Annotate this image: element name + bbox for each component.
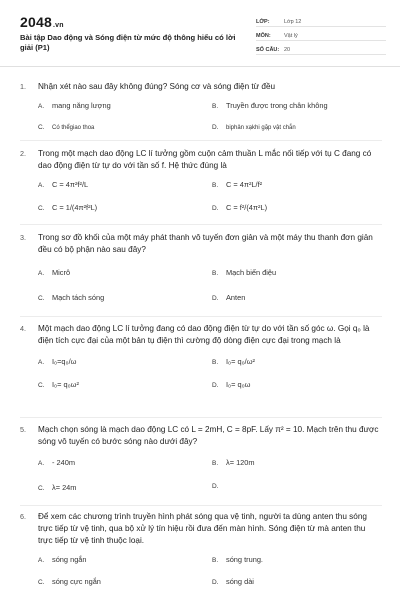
option-b[interactable] (212, 268, 386, 277)
option-text: sóng ngắn (52, 555, 87, 564)
option-b[interactable] (212, 357, 386, 366)
option-letter: B. (212, 103, 219, 110)
site-logo[interactable] (20, 14, 64, 30)
option-letter: D. (212, 124, 219, 131)
meta-subject-label: MÔN: (256, 33, 271, 39)
option-letter: D. (212, 579, 219, 586)
option-a[interactable] (38, 458, 212, 467)
question-separator (20, 140, 382, 141)
option-letter: D. (212, 295, 219, 302)
option-d[interactable] (212, 124, 386, 131)
question-number: 5. (20, 425, 26, 434)
meta-subject-value: Vật lý (284, 33, 298, 39)
option-text: I₀= q₀ω (226, 380, 251, 389)
option-d[interactable] (212, 380, 386, 389)
question-separator (20, 224, 382, 225)
option-text: I₀= q₀ω² (52, 380, 79, 389)
question-number: 6. (20, 512, 26, 521)
option-letter: B. (212, 270, 219, 277)
document-meta (256, 14, 386, 56)
option-text: Anten (226, 293, 246, 302)
option-letter: C. (38, 205, 45, 212)
question-6-head (20, 511, 382, 547)
question-4-options (38, 357, 382, 389)
option-letter: D. (212, 382, 219, 389)
option-text: λ= 24m (52, 483, 77, 492)
question-5-head (20, 424, 382, 448)
meta-count-value: 20 (284, 47, 291, 53)
question-text: Mạch chọn sóng là mạch dao động LC có L = 2mH, C = 8pF. Lấy π² = 10. Mạch trên thu được sóng vô tuyến có bước sóng nào dưới đây? (38, 425, 379, 446)
option-letter: C. (38, 124, 45, 131)
question-separator (20, 417, 382, 418)
option-a[interactable] (38, 555, 212, 564)
option-text: Có thểgiao thoa (52, 125, 95, 131)
option-d[interactable] (212, 577, 386, 586)
logo-text: 2048 (20, 14, 52, 30)
option-letter: B. (212, 460, 219, 467)
question-4-head (20, 323, 382, 347)
option-a[interactable] (38, 268, 212, 277)
option-text: λ= 120m (226, 458, 255, 467)
question-separator (20, 505, 382, 506)
option-text: C = 1/(4π²f²L) (52, 203, 98, 212)
option-text: I₀= q₀/ω² (226, 357, 255, 366)
option-letter: C. (38, 295, 45, 302)
option-text: C = 4π²L/f² (226, 180, 263, 189)
question-number: 3. (20, 233, 26, 242)
question-3-head (20, 232, 382, 256)
meta-count-label: SỐ CÂU: (256, 47, 280, 53)
option-text: I₀=q₀/ω (52, 357, 77, 366)
question-text: Để xem các chương trình truyền hình phát sóng qua vệ tinh, người ta dùng anten thu sóng trực tiếp từ vệ tinh, qua bộ xử lý tín hiệu rồi đưa đến màn hình. Sóng điện từ mà anten thu trực tiếp từ vệ tinh thuộc loại. (38, 512, 367, 545)
option-b[interactable] (212, 180, 386, 189)
question-number: 2. (20, 149, 26, 158)
option-text: sóng cực ngắn (52, 577, 101, 586)
question-text: Một mạch dao động LC lí tưởng đang có dao động điện từ tự do với tần số góc ω. Gọi q₀ là điện tích cực đại của một bản tụ điện thì cường độ dòng điện cực đại trong mạch là (38, 324, 370, 345)
option-a[interactable] (38, 101, 212, 110)
option-letter: A. (38, 460, 45, 467)
option-letter: C. (38, 579, 45, 586)
option-c[interactable] (38, 483, 212, 492)
option-letter: B. (212, 182, 219, 189)
option-text: Mạch biến điệu (226, 268, 277, 277)
question-1-options (38, 101, 382, 131)
meta-grade (256, 14, 386, 27)
meta-count (256, 42, 386, 55)
option-letter: A. (38, 182, 45, 189)
option-text: C = 4π²f²/L (52, 180, 89, 189)
option-text: Micrô (52, 268, 71, 277)
option-c[interactable] (38, 293, 212, 302)
logo-suffix: .vn (52, 22, 64, 29)
question-3 (20, 232, 382, 302)
option-text: Mạch tách sóng (52, 293, 105, 302)
option-c[interactable] (38, 380, 212, 389)
option-d[interactable] (212, 483, 386, 492)
option-b[interactable] (212, 101, 386, 110)
option-c[interactable] (38, 577, 212, 586)
question-6 (20, 511, 382, 586)
header-divider (0, 66, 400, 67)
option-a[interactable] (38, 357, 212, 366)
option-text: sóng dài (226, 577, 254, 586)
question-5-options (38, 458, 382, 492)
question-2-options (38, 180, 382, 212)
option-letter: C. (38, 382, 45, 389)
question-1 (20, 81, 382, 131)
document-header (0, 0, 400, 62)
question-text: Trong sơ đồ khối của một máy phát thanh vô tuyến đơn giản và một máy thu thanh đơn giản đều có bộ phận nào sau đây? (38, 233, 373, 254)
document-title: Bài tập Dao động và Sóng điện từ mức độ thông hiểu có lời giải (P1) (20, 33, 236, 52)
option-c[interactable] (38, 124, 212, 131)
option-d[interactable] (212, 203, 386, 212)
meta-subject (256, 28, 386, 41)
question-separator (20, 316, 382, 317)
meta-grade-label: LỚP: (256, 19, 270, 25)
question-4 (20, 323, 382, 389)
option-letter: A. (38, 270, 45, 277)
question-text: Trong một mạch dao động LC lí tưởng gồm cuộn cảm thuần L mắc nối tiếp với tụ C đang có dao động điện từ tự do với tần số f. Hệ thức đúng là (38, 149, 372, 170)
option-text: sóng trung. (226, 555, 263, 564)
question-5 (20, 424, 382, 492)
question-1-head (20, 81, 382, 93)
option-letter: D. (212, 205, 219, 212)
question-2 (20, 148, 382, 212)
option-text: biphản xạkhi gặp vật chắn (226, 125, 296, 131)
question-6-options (38, 555, 382, 586)
option-a[interactable] (38, 180, 212, 189)
question-2-head (20, 148, 382, 172)
option-b[interactable] (212, 555, 386, 564)
question-number: 1. (20, 82, 26, 91)
option-letter: A. (38, 103, 45, 110)
option-letter: B. (212, 557, 219, 564)
option-text: C = f²/(4π²L) (226, 203, 268, 212)
option-b[interactable] (212, 458, 386, 467)
option-text: mang năng lượng (52, 101, 111, 110)
question-3-options (38, 268, 382, 302)
option-letter: C. (38, 485, 45, 492)
option-text: - 240m (52, 458, 76, 467)
option-letter: D. (212, 483, 219, 490)
option-letter: A. (38, 359, 45, 366)
question-text: Nhận xét nào sau đây không đúng? Sóng cơ và sóng điện từ đều (38, 82, 276, 91)
option-text: Truyền được trong chân không (226, 101, 328, 110)
option-d[interactable] (212, 293, 386, 302)
option-c[interactable] (38, 203, 212, 212)
meta-grade-value: Lớp 12 (284, 19, 302, 25)
option-letter: A. (38, 557, 45, 564)
question-number: 4. (20, 324, 26, 333)
option-letter: B. (212, 359, 219, 366)
